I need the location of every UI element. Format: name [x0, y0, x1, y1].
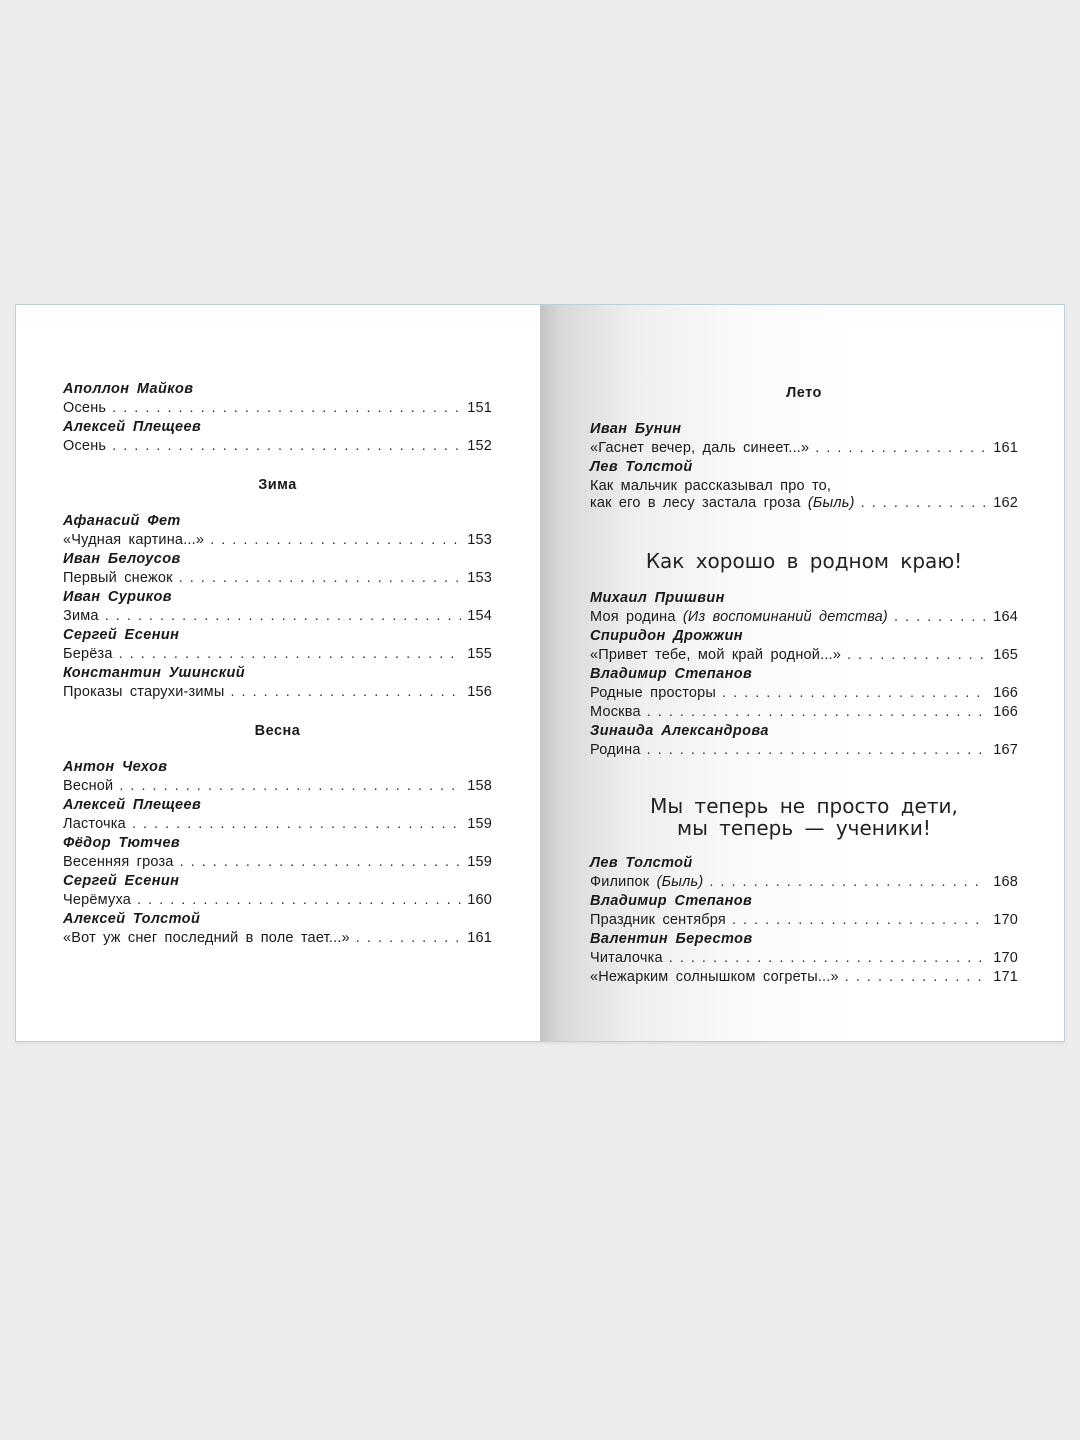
toc-entry[interactable]: [590, 968, 1018, 986]
leader-dots: [861, 494, 988, 512]
entry-title-text: «Гаснет вечер, даль синеет...»: [590, 440, 810, 456]
entry-title: [63, 437, 106, 455]
leader-dots: [112, 399, 461, 417]
author-name: Зинаида Александрова: [590, 723, 769, 739]
entry-title: [590, 703, 641, 721]
entry-title-text: «Вот уж снег последний в поле тает...»: [63, 930, 350, 946]
entry-title-text: Первый снежок: [63, 570, 173, 586]
toc-entry[interactable]: [590, 608, 1018, 626]
page-number: 156: [467, 684, 492, 700]
toc-entry[interactable]: [590, 873, 1018, 891]
entry-title-text: Черёмуха: [63, 892, 131, 908]
toc-entry[interactable]: [63, 815, 492, 833]
toc-entry[interactable]: [63, 683, 492, 701]
entry-title-text: «Привет тебе, мой край родной...»: [590, 647, 842, 663]
entry-title-text: Проказы старухи-зимы: [63, 684, 225, 700]
toc-entry[interactable]: [590, 646, 1018, 664]
leader-dots: [132, 815, 461, 833]
toc-entry[interactable]: [63, 645, 492, 663]
author-name: Лев Толстой: [590, 855, 693, 871]
page-number: 167: [993, 742, 1018, 758]
toc-entry[interactable]: [590, 703, 1018, 721]
author-name: Константин Ушинский: [63, 665, 245, 681]
author-name: Сергей Есенин: [63, 627, 180, 643]
page-number: 165: [993, 647, 1018, 663]
entry-title-text: Ласточка: [63, 816, 126, 832]
author-name: Алексей Плещеев: [63, 797, 202, 813]
leader-dots: [137, 891, 461, 909]
entry-title: [590, 608, 888, 626]
leader-dots: [119, 777, 461, 795]
page-number: 153: [467, 570, 492, 586]
page-number: 158: [467, 778, 492, 794]
page-number: 152: [467, 438, 492, 454]
toc-entry[interactable]: [63, 531, 492, 549]
open-book: [16, 305, 1064, 1041]
leader-dots: [815, 439, 987, 457]
page-number: 166: [993, 704, 1018, 720]
entry-title-text: Осень: [63, 400, 107, 416]
entry-title-text: Филипок: [590, 874, 650, 890]
entry-title: [63, 891, 131, 909]
page-number: 170: [993, 950, 1018, 966]
page-number: 162: [993, 495, 1018, 511]
leader-dots: [230, 683, 461, 701]
page-number: 160: [467, 892, 492, 908]
author-name: Иван Белоусов: [63, 551, 181, 567]
page-number: 159: [467, 854, 492, 870]
leader-dots: [732, 911, 987, 929]
toc-entry[interactable]: [63, 569, 492, 587]
toc-entry[interactable]: [63, 853, 492, 871]
section-title: Весна: [254, 723, 301, 739]
page-number: 164: [993, 609, 1018, 625]
page-number: 168: [993, 874, 1018, 890]
page-number: 161: [467, 930, 492, 946]
author-name: Михаил Пришвин: [590, 590, 725, 606]
toc-entry[interactable]: [63, 777, 492, 795]
entry-title-text: Моя родина: [590, 609, 676, 625]
leader-dots: [647, 703, 987, 721]
leader-dots: [845, 968, 987, 986]
chapter-heading-line: Мы теперь не просто дети,: [650, 794, 958, 818]
leader-dots: [105, 607, 462, 625]
leader-dots: [709, 873, 987, 891]
entry-title-text: Родина: [590, 742, 641, 758]
leader-dots: [847, 646, 987, 664]
author-name: Алексей Плещеев: [63, 419, 202, 435]
author-name: Иван Суриков: [63, 589, 172, 605]
entry-title-text: Читалочка: [590, 950, 663, 966]
leader-dots: [180, 853, 462, 871]
author-name: Афанасий Фет: [63, 513, 181, 529]
entry-title-text: Берёза: [63, 646, 113, 662]
leader-dots: [647, 741, 988, 759]
entry-title: [590, 741, 641, 759]
entry-title: [63, 399, 106, 417]
entry-title-text: Москва: [590, 704, 641, 720]
entry-title: [63, 853, 174, 871]
entry-title: [590, 873, 703, 891]
entry-title: [590, 911, 726, 929]
entry-title-text: «Чудная картина...»: [63, 532, 205, 548]
entry-title-text: Зима: [63, 608, 99, 624]
entry-title: [590, 949, 663, 967]
toc-entry[interactable]: [590, 911, 1018, 929]
author-name: Сергей Есенин: [63, 873, 180, 889]
entry-title: [63, 777, 113, 795]
entry-title: [590, 684, 716, 702]
page-number: 151: [467, 400, 492, 416]
entry-title: [63, 683, 224, 701]
entry-title: [590, 494, 855, 512]
chapter-heading-line: Как хорошо в родном краю!: [645, 549, 963, 573]
author-name: Владимир Степанов: [590, 666, 753, 682]
entry-title: [63, 607, 99, 625]
toc-entry[interactable]: [63, 891, 492, 909]
section-title: Зима: [258, 477, 297, 493]
entry-title-text: «Нежарким солнышком согреты...»: [590, 969, 839, 985]
author-name: Антон Чехов: [63, 759, 168, 775]
chapter-heading: [590, 795, 1018, 839]
author-name: Фёдор Тютчев: [63, 835, 181, 851]
leader-dots: [356, 929, 461, 947]
page-number: 170: [993, 912, 1018, 928]
leader-dots: [112, 437, 461, 455]
toc-entry[interactable]: [590, 494, 1018, 512]
author-name: Лев Толстой: [590, 459, 693, 475]
right-page: [540, 305, 1064, 1041]
leader-dots: [210, 531, 461, 549]
author-name: Алексей Толстой: [63, 911, 201, 927]
author-name: Иван Бунин: [590, 421, 682, 437]
entry-title-text: Праздник сентября: [590, 912, 726, 928]
leader-dots: [119, 645, 462, 663]
entry-title: [590, 968, 839, 986]
page-number: 171: [993, 969, 1018, 985]
page-number: 154: [467, 608, 492, 624]
toc-entry[interactable]: [63, 437, 492, 455]
entry-note: (Быль): [656, 874, 704, 890]
author-name: Аполлон Майков: [63, 381, 194, 397]
entry-title: [63, 569, 173, 587]
left-page: [16, 305, 540, 1041]
entry-title: [63, 815, 126, 833]
page-number: 155: [467, 646, 492, 662]
page-number: 153: [467, 532, 492, 548]
page-number: 161: [993, 440, 1018, 456]
toc-entry[interactable]: [63, 607, 492, 625]
chapter-heading-line: мы теперь — ученики!: [677, 816, 931, 840]
entry-title-text: Родные просторы: [590, 685, 717, 701]
toc-entry[interactable]: [590, 741, 1018, 759]
author-name: Валентин Берестов: [590, 931, 753, 947]
toc-entry[interactable]: [590, 684, 1018, 702]
section-title: Лето: [786, 385, 822, 401]
entry-title: [63, 929, 350, 947]
toc-entry[interactable]: [590, 949, 1018, 967]
toc-entry[interactable]: [63, 929, 492, 947]
entry-title-text: как его в лесу застала гроза: [590, 495, 801, 511]
entry-title-text: Весенняя гроза: [63, 854, 174, 870]
entry-title: [590, 646, 841, 664]
entry-title-line: Как мальчик рассказывал про то,: [590, 478, 832, 494]
page-number: 166: [993, 685, 1018, 701]
entry-note: (Из воспоминаний детства): [682, 609, 888, 625]
entry-title: [63, 531, 204, 549]
leader-dots: [722, 684, 987, 702]
entry-title: [590, 439, 809, 457]
author-name: Спиридон Дрожжин: [590, 628, 743, 644]
toc-entry[interactable]: [63, 399, 492, 417]
entry-title-text: Весной: [63, 778, 114, 794]
leader-dots: [894, 608, 987, 626]
leader-dots: [179, 569, 462, 587]
leader-dots: [669, 949, 987, 967]
entry-title-text: Осень: [63, 438, 107, 454]
chapter-heading: [590, 550, 1018, 572]
page-number: 159: [467, 816, 492, 832]
author-name: Владимир Степанов: [590, 893, 753, 909]
entry-title: [63, 645, 113, 663]
entry-note: (Быль): [807, 495, 855, 511]
toc-entry[interactable]: [590, 439, 1018, 457]
